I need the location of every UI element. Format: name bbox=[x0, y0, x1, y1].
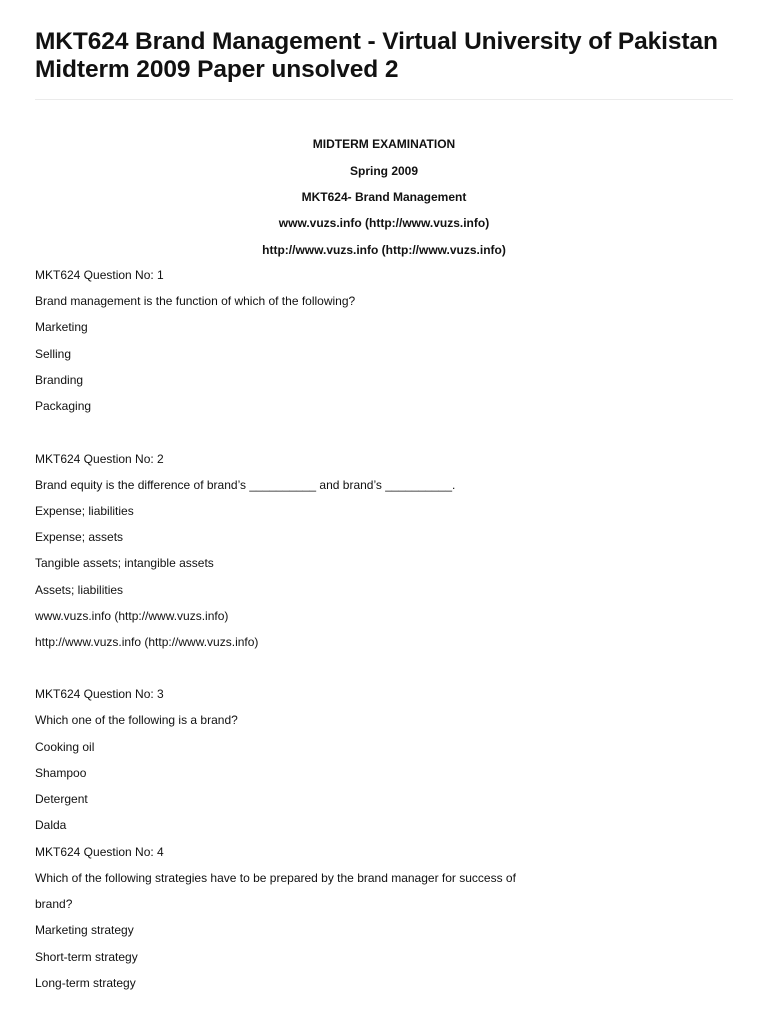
question-3-option-1: Cooking oil bbox=[35, 740, 95, 754]
question-4-option-1: Marketing strategy bbox=[35, 923, 134, 937]
exam-term: Spring 2009 bbox=[349, 164, 419, 178]
question-3-option-3: Detergent bbox=[35, 792, 88, 806]
question-2-option-2: Expense; assets bbox=[35, 530, 124, 544]
title-divider bbox=[35, 99, 733, 100]
course-name: MKT624- Brand Management bbox=[301, 190, 467, 204]
header-link-1[interactable]: www.vuzs.info (http://www.vuzs.info) bbox=[278, 216, 490, 230]
question-2-text: Brand equity is the difference of brand’s __________ and brand’s __________. bbox=[35, 478, 456, 492]
exam-heading: MIDTERM EXAMINATION bbox=[312, 137, 456, 151]
question-2-option-1: Expense; liabilities bbox=[35, 504, 134, 518]
question-4-option-3: Long-term strategy bbox=[35, 976, 136, 990]
question-1-option-3: Branding bbox=[35, 373, 84, 387]
question-4-text-line-1: Which of the following strategies have to be prepared by the brand manager for success of bbox=[35, 871, 516, 885]
question-4-text-line-2: brand? bbox=[35, 897, 73, 911]
question-2-option-4: Assets; liabilities bbox=[35, 583, 124, 597]
question-1-option-2: Selling bbox=[35, 347, 72, 361]
question-1-label: MKT624 Question No: 1 bbox=[35, 268, 164, 282]
question-4-option-2: Short-term strategy bbox=[35, 950, 138, 964]
header-link-2[interactable]: http://www.vuzs.info (http://www.vuzs.info) bbox=[262, 243, 506, 257]
page-title-line-2: Midterm 2009 Paper unsolved 2 bbox=[35, 56, 399, 83]
question-3-option-4: Dalda bbox=[35, 818, 67, 832]
question-4-label: MKT624 Question No: 4 bbox=[35, 845, 164, 859]
question-1-option-1: Marketing bbox=[35, 320, 88, 334]
page-title-line-1: MKT624 Brand Management - Virtual University of Pakistan bbox=[35, 28, 718, 55]
question-1-text: Brand management is the function of which of the following? bbox=[35, 294, 356, 308]
question-3-text: Which one of the following is a brand? bbox=[35, 713, 238, 727]
question-3-option-2: Shampoo bbox=[35, 766, 87, 780]
question-1-option-4: Packaging bbox=[35, 399, 92, 413]
question-2-label: MKT624 Question No: 2 bbox=[35, 452, 164, 466]
question-3-label: MKT624 Question No: 3 bbox=[35, 687, 164, 701]
question-2-option-3: Tangible assets; intangible assets bbox=[35, 556, 214, 570]
question-2-link-2[interactable]: http://www.vuzs.info (http://www.vuzs.info) bbox=[35, 635, 259, 649]
page-title bbox=[35, 28, 745, 84]
question-2-link-1[interactable]: www.vuzs.info (http://www.vuzs.info) bbox=[35, 609, 229, 623]
